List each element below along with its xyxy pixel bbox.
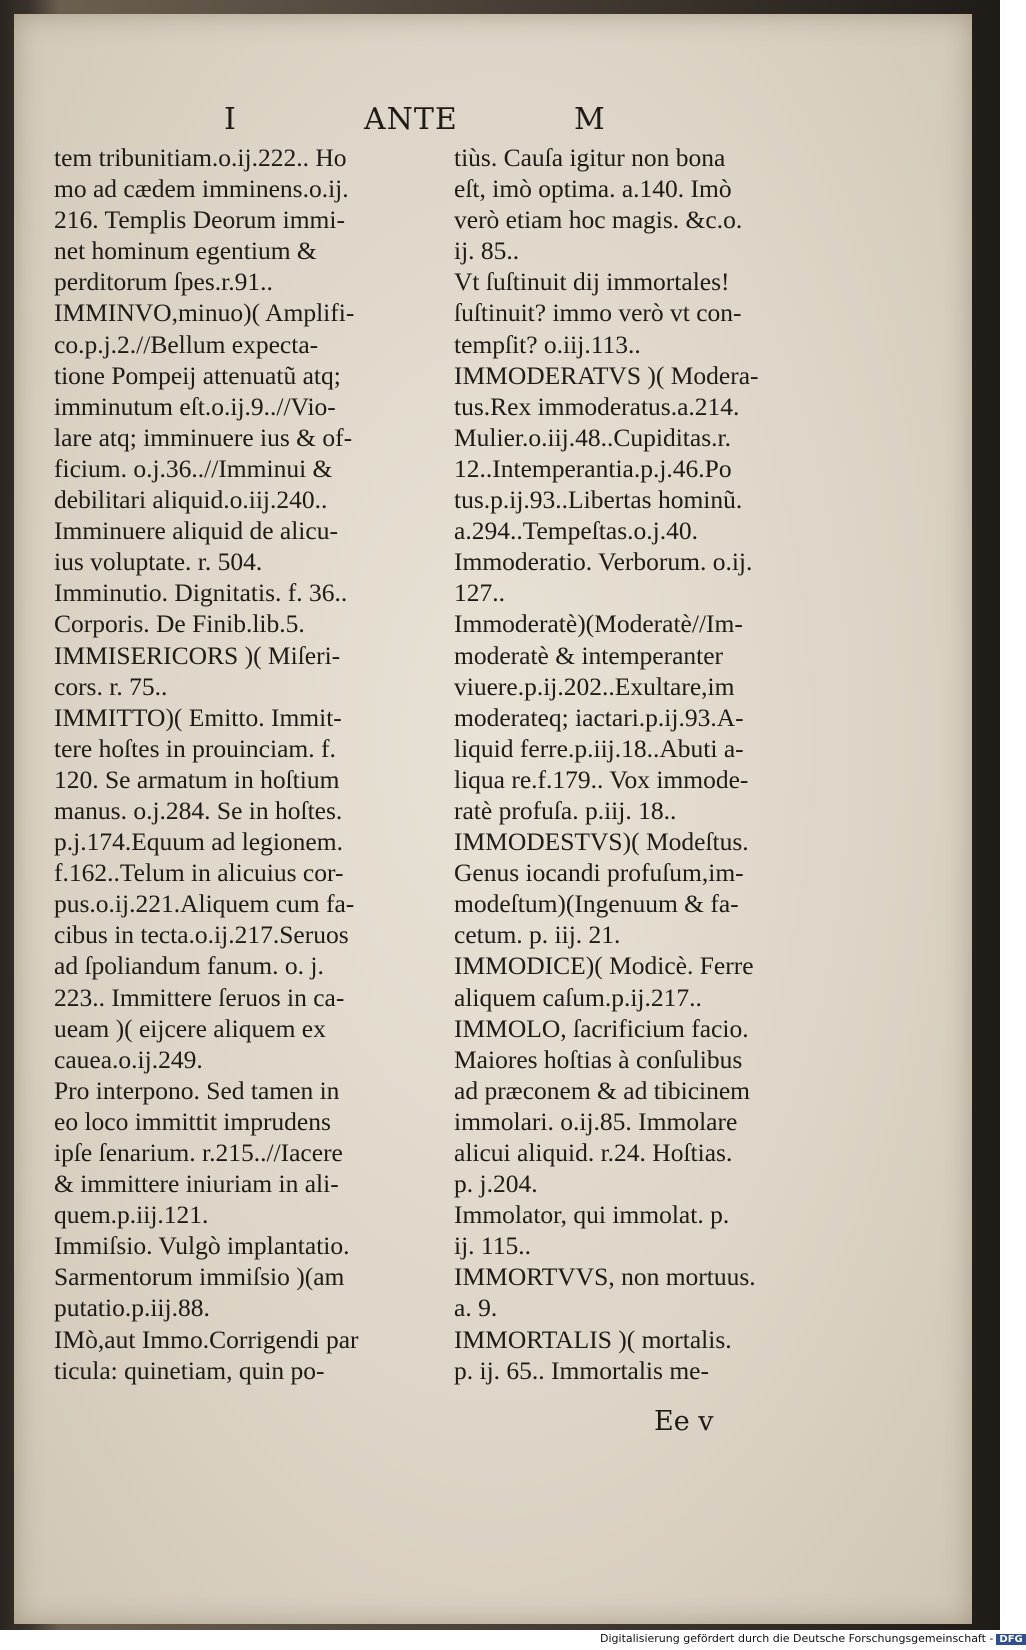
text-line: & immittere iniuriam in ali- [54, 1169, 339, 1199]
text-line: Genus iocandi profuſum,im- [454, 858, 744, 888]
text-line: tiùs. Cauſa igitur non bona [454, 143, 726, 172]
header-left: I [224, 102, 237, 137]
text-line: f.162..Telum in alicuius cor- [54, 858, 344, 888]
text-line: IMMODERATVS )( Modera- [454, 360, 759, 390]
text-line: imminutum eſt.o.ij.9..//Vio- [54, 391, 336, 421]
dfg-logo: DFG [996, 1634, 1025, 1645]
text-line: eſt, imò optima. a.140. Imò [454, 174, 732, 204]
text-line: Mulier.o.iij.48..Cupiditas.r. [454, 422, 731, 452]
text-line: net hominum egentium & [54, 236, 317, 266]
text-line: Maiores hoſtias à conſulibus [454, 1044, 743, 1074]
text-line: tempſit? o.iij.113.. [454, 329, 641, 359]
text-line: perditorum ſpes.r.91.. [54, 267, 273, 297]
text-line: co.p.j.2.//Bellum expecta- [54, 329, 319, 359]
text-line: cibus in tecta.o.ij.217.Seruos [54, 920, 349, 950]
text-line: ad præconem & ad tibicinem [454, 1075, 751, 1105]
text-line: Corporis. De Finib.lib.5. [54, 609, 305, 639]
text-line: tus.Rex immoderatus.a.214. [454, 391, 740, 421]
book-page [14, 14, 972, 1624]
text-line: IMò,aut Immo.Corrigendi par [54, 1324, 359, 1354]
text-line: ticula: quinetiam, quin po- [54, 1355, 325, 1385]
text-line: ij. 115.. [454, 1231, 531, 1261]
text-line: Vt ſuſtinuit dij immortales! [454, 267, 730, 297]
text-line: IMMITTO)( Emitto. Immit- [54, 702, 342, 732]
text-line: Pro interpono. Sed tamen in [54, 1075, 340, 1105]
text-line: 216. Templis Deorum immi- [54, 205, 345, 235]
text-line: IMMORTALIS )( mortalis. [454, 1324, 732, 1354]
text-line: tione Pompeij attenuatũ atq; [54, 360, 341, 390]
text-line: aliquem caſum.p.ij.217.. [454, 982, 702, 1012]
text-line: pus.o.ij.221.Aliquem cum fa- [54, 889, 355, 919]
text-line: 127.. [454, 578, 505, 608]
text-line: moderateq; iactari.p.ij.93.A- [454, 702, 744, 732]
text-line: Immoderatè)(Moderatè//Im- [454, 609, 743, 639]
header-right: M [574, 102, 606, 137]
text-line: Imminuere aliquid de alicu- [54, 516, 338, 546]
text-line: quem.p.iij.121. [54, 1200, 209, 1230]
text-line: 12..Intemperantia.p.j.46.Po [454, 453, 732, 483]
text-line: tem tribunitiam.o.ij.222.. Ho [54, 143, 347, 172]
text-line: Immolator, qui immolat. p. [454, 1200, 730, 1230]
text-line: p. j.204. [454, 1169, 538, 1199]
text-line: Immoderatio. Verborum. o.ij. [454, 547, 753, 577]
catchword: Ee v [654, 1406, 714, 1437]
text-line: IMMORTVVS, non mortuus. [454, 1262, 756, 1292]
text-line: tere hoſtes in prouinciam. f. [54, 733, 336, 763]
text-line: Sarmentorum immiſsio )(am [54, 1262, 345, 1292]
text-line: IMMOLO, ſacrificium facio. [454, 1013, 749, 1043]
text-line: modeſtum)(Ingenuum & fa- [454, 889, 739, 919]
text-line: IMMINVO,minuo)( Amplifi- [54, 298, 355, 328]
text-line: putatio.p.iij.88. [54, 1293, 210, 1323]
text-line: ad ſpoliandum fanum. o. j. [54, 951, 324, 981]
text-line: viuere.p.ij.202..Exultare,im [454, 671, 735, 701]
text-line: ratè profuſa. p.iij. 18.. [454, 795, 677, 825]
credit-text: Digitalisierung gefördert durch die Deutsche Forschungsgemeinschaft - [600, 1632, 994, 1645]
text-line: manus. o.j.284. Se in hoſtes. [54, 795, 343, 825]
text-line: liquid ferre.p.iij.18..Abuti a- [454, 733, 744, 763]
text-line: liqua re.f.179.. Vox immode- [454, 764, 749, 794]
text-line: cors. r. 75.. [54, 671, 168, 701]
text-line: Immiſsio. Vulgò implantatio. [54, 1231, 350, 1261]
text-line: 120. Se armatum in hoſtium [54, 764, 340, 794]
text-line: ſuſtinuit? immo verò vt con- [454, 298, 742, 328]
text-line: IMMODESTVS)( Modeſtus. [454, 827, 749, 857]
text-line: ij. 85.. [454, 236, 520, 266]
text-line: ficium. o.j.36..//Imminui & [54, 453, 333, 483]
digitization-credit [600, 1632, 1023, 1650]
text-line: IMMODICE)( Modicè. Ferre [454, 951, 754, 981]
running-header [224, 102, 644, 142]
text-line: mo ad cædem imminens.o.ij. [54, 174, 349, 204]
text-line: moderatè & intemperanter [454, 640, 724, 670]
text-line: p.j.174.Equum ad legionem. [54, 827, 343, 857]
text-line: Imminutio. Dignitatis. f. 36.. [54, 578, 348, 608]
text-line: 223.. Immittere ſeruos in ca- [54, 982, 345, 1012]
text-line: p. ij. 65.. Immortalis me- [454, 1355, 709, 1385]
text-line: alicui aliquid. r.24. Hoſtias. [454, 1138, 733, 1167]
text-line: debilitari aliquid.o.iij.240.. [54, 485, 328, 515]
text-line: lare atq; imminuere ius & of- [54, 422, 353, 452]
text-line: ipſe ſenarium. r.215..//Iacere [54, 1138, 343, 1167]
text-line: cauea.o.ij.249. [54, 1044, 203, 1074]
left-column [54, 142, 446, 1386]
text-line: ius voluptate. r. 504. [54, 547, 263, 577]
text-line: immolari. o.ij.85. Immolare [454, 1106, 738, 1136]
text-line: cetum. p. iij. 21. [454, 920, 621, 950]
text-line: a.294..Tempeſtas.o.j.40. [454, 516, 698, 546]
text-line: a. 9. [454, 1293, 498, 1323]
text-line: IMMISERICORS )( Miſeri- [54, 640, 341, 670]
text-line: eo loco immittit imprudens [54, 1106, 331, 1136]
text-line: tus.p.ij.93..Libertas hominũ. [454, 485, 743, 515]
right-column [454, 142, 856, 1386]
text-line: verò etiam hoc magis. &c.o. [454, 205, 743, 235]
text-line: ueam )( eijcere aliquem ex [54, 1013, 326, 1043]
header-middle: ANTE [364, 102, 458, 137]
